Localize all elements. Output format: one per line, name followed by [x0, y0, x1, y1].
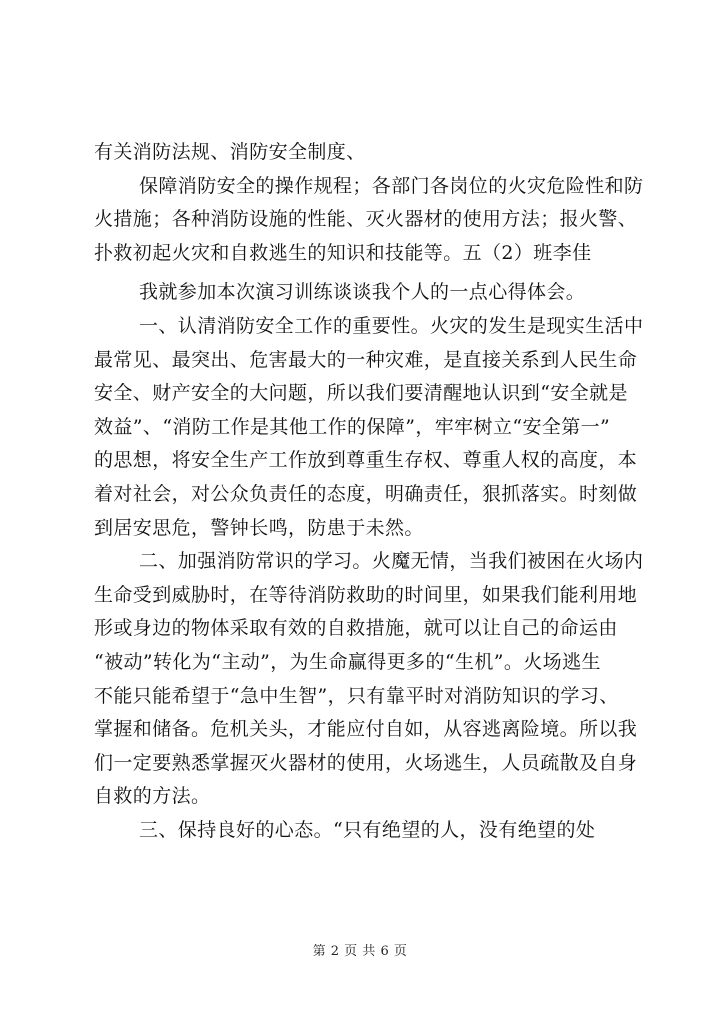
text-line: 安全、财产安全的大问题，所以我们要清醒地认识到“安全就是 [94, 382, 628, 405]
text-line: 效益”、“消防工作是其他工作的保障”，牢牢树立“安全第一” [94, 415, 611, 438]
text-line: 一、认清消防安全工作的重要性。火灾的发生是现实生活中 [139, 314, 644, 337]
text-line: 着对社会，对公众负责任的态度，明确责任，狠抓落实。时刻做 [94, 482, 638, 505]
text-line: 形或身边的物体采取有效的自救措施，就可以让自己的命运由 [94, 617, 618, 640]
text-line: 自救的方法。 [94, 785, 211, 808]
text-line: 有关消防法规、消防安全制度、 [94, 141, 366, 163]
text-line: 们一定要熟悉掌握灭火器材的使用，火场逃生，人员疏散及自身 [94, 751, 638, 774]
text-line: 生命受到威胁时，在等待消防救助的时间里，如果我们能利用地 [94, 583, 638, 606]
text-line: 最常见、最突出、危害最大的一种灾难，是直接关系到人民生命 [94, 348, 638, 371]
text-line: 火措施；各种消防设施的性能、灭火器材的使用方法；报火警、 [94, 208, 638, 231]
text-line: 二、加强消防常识的学习。火魔无情，当我们被困在火场内 [139, 550, 644, 573]
text-line: 保障消防安全的操作规程；各部门各岗位的火灾危险性和防 [139, 174, 644, 197]
text-line: 扑救初起火灾和自救逃生的知识和技能等。五（2）班李佳 [94, 241, 592, 264]
page-number-footer: 第 2 页 共 6 页 [312, 944, 408, 959]
text-line: “被动”转化为“主动”，为生命赢得更多的“生机”。火场逃生 [94, 650, 601, 673]
text-line: 不能只能希望于“急中生智”，只有靠平时对消防知识的学习、 [94, 684, 619, 707]
text-line: 到居安思危，警钟长鸣，防患于未然。 [94, 516, 424, 539]
text-line: 三、保持良好的心态。“只有绝望的人，没有绝望的处 [139, 818, 596, 841]
text-line: 掌握和储备。危机关头，才能应付自如，从容逃离险境。所以我 [94, 718, 638, 741]
document-body [94, 136, 654, 847]
text-line: 的思想，将安全生产工作放到尊重生存权、尊重人权的高度，本 [94, 449, 638, 472]
text-line: 我就参加本次演习训练谈谈我个人的一点心得体会。 [139, 281, 586, 304]
